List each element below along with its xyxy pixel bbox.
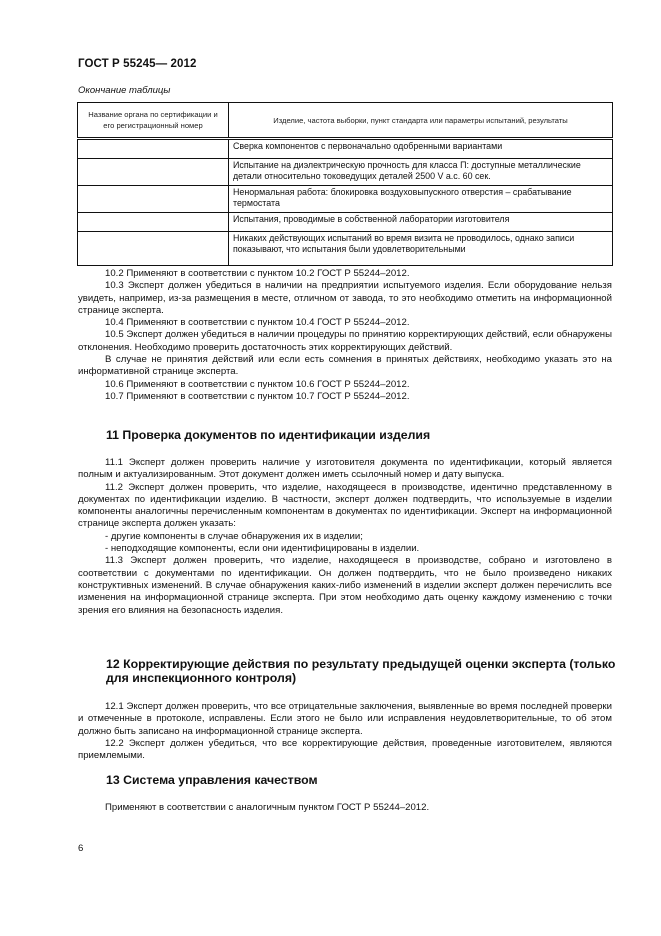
- table-header-row: [78, 103, 613, 139]
- paragraph-11-3: 11.3 Эксперт должен проверить, что изделие, находящееся в производстве, собрано и изготовлено в соответствии с документами по идентификации. Он должен подтвердить, что не было произведено никаких конструктивных изменений. В случае обнаружения каких-либо изменений в изделии эксперт должен перечислить все изменения на информационной странице эксперта. При этом необходимо дать оценку каждому изменению с точки зрения его влияния на безопасность изделия.: [78, 555, 612, 616]
- table-cell: [78, 139, 229, 159]
- page-number: 6: [78, 843, 84, 854]
- list-item: - другие компоненты в случае обнаружения их в изделии;: [105, 530, 363, 542]
- section-11-text: [78, 457, 612, 617]
- paragraph-12-1: 12.1 Эксперт должен проверить, что все отрицательные заключения, выявленные во время последней проверки и отмеченные в протоколе, исправлены. Если этого не было или исправления неудовлетворительные, то об этом должно быть записано на информационной странице эксперта.: [78, 701, 612, 737]
- paragraph-10-4: 10.4 Применяют в соответствии с пунктом 10.4 ГОСТ Р 55244–2012.: [105, 317, 410, 329]
- paragraph-10-2: 10.2 Применяют в соответствии с пунктом 10.2 ГОСТ Р 55244–2012.: [105, 268, 410, 279]
- paragraph-10-7: 10.7 Применяют в соответствии с пунктом 10.7 ГОСТ Р 55244–2012.: [105, 390, 410, 402]
- section-10-text: [78, 268, 612, 403]
- table-cell: [78, 186, 229, 213]
- table-row: [78, 139, 613, 159]
- table-caption: Окончание таблицы: [78, 85, 171, 96]
- certification-table: [77, 102, 613, 266]
- paragraph-12-2: 12.2 Эксперт должен убедиться, что все корректирующие действия, проведенные изготовителем, являются приемлемыми.: [78, 737, 612, 762]
- paragraph-10-5-note: В случае не принятия действий или если есть сомнения в принятых действиях, необходимо указать это на информативной странице эксперта.: [78, 354, 612, 378]
- table-cell: Сверка компонентов с первоначально одобренными вариантами: [229, 139, 613, 159]
- table-row: [78, 232, 613, 266]
- section-13-text: [78, 802, 612, 814]
- paragraph-11-2: 11.2 Эксперт должен проверить, что изделие, находящееся в производстве, идентично представленному в документах по идентификации изделию. В частности, эксперт должен подтвердить, что используемые в изделии компоненты аналогичны перечисленным компонентам в документах по идентификации. Эксперт на информационной странице эксперта должен указать:: [78, 481, 612, 530]
- table-cell: Никаких действующих испытаний во время визита не проводилось, однако записи показывают, что испытания были удовлетворительными: [229, 232, 613, 266]
- paragraph-10-3: 10.3 Эксперт должен убедиться в наличии на предприятии испытуемого изделия. Если оборудование нельзя увидеть, например, из-за размещения в месте, отличном от завода, то это необходимо отметить на информационной странице эксперта.: [78, 280, 612, 316]
- table-cell: [78, 213, 229, 232]
- table-row: [78, 159, 613, 186]
- section-12-text: [78, 701, 612, 762]
- table-cell: [78, 232, 229, 266]
- paragraph-11-1: 11.1 Эксперт должен проверить наличие у изготовителя документа по идентификации, который является полным и актуализированным. Этот документ должен иметь ссылочный номер и дату выпуска.: [78, 457, 612, 481]
- paragraph-13: Применяют в соответствии с аналогичным пунктом ГОСТ Р 55244–2012.: [105, 802, 430, 813]
- list-item: - неподходящие компоненты, если они идентифицированы в изделии.: [105, 543, 420, 555]
- column-header-product-tests: Изделие, частота выборки, пункт стандарта или параметры испытаний, результаты: [229, 103, 613, 139]
- section-13-heading: 13 Система управления качеством: [106, 773, 318, 787]
- paragraph-10-5: 10.5 Эксперт должен убедиться в наличии процедуры по принятию корректирующих действий, если обнаружены отклонения. Необходимо проверить достаточность этих корректирующих действий.: [78, 329, 612, 353]
- section-11-heading: 11 Проверка документов по идентификации изделия: [106, 428, 431, 442]
- table-row: [78, 213, 613, 232]
- table-cell: Испытание на диэлектрическую прочность для класса П: доступные металлические детали относительно токоведущих деталей 2500 V a.c. 60 сек.: [229, 159, 613, 186]
- table-cell: Испытания, проводимые в собственной лаборатории изготовителя: [229, 213, 613, 232]
- paragraph-10-6: 10.6 Применяют в соответствии с пунктом 10.6 ГОСТ Р 55244–2012.: [105, 378, 410, 390]
- table-row: [78, 186, 613, 213]
- table-cell: [78, 159, 229, 186]
- document-header: ГОСТ Р 55245— 2012: [78, 58, 197, 70]
- table-cell: Ненормальная работа: блокировка воздуховыпускного отверстия – срабатывание термостата: [229, 186, 613, 213]
- section-12-heading: 12 Корректирующие действия по результату предыдущей оценки эксперта (только для инспекционного контроля): [106, 657, 616, 685]
- column-header-certification-body: Название органа по сертификации и его регистрационный номер: [78, 103, 229, 139]
